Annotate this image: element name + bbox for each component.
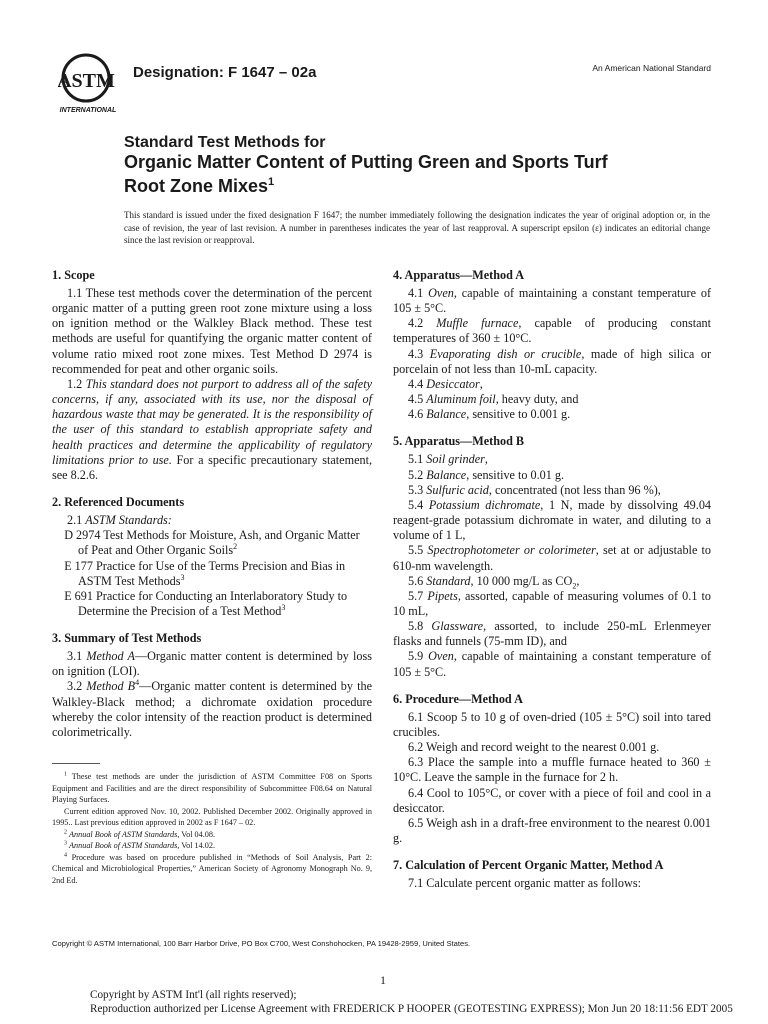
title-line-3: Root Zone Mixes$^1$ (124, 176, 275, 196)
license-stamp (90, 988, 733, 1016)
paragraph-3-2: 3.2 Method $B^4—Organic$ matter content is determined by the Walkley-Black method; a dichromate oxidation procedure whereby the color intensity of the reaction product is determined colorimetrically. (52, 678, 372, 739)
list-item: 6.4 Cool to 105°C, or cover with a piece of foil and cool in a desiccator. (393, 785, 711, 815)
list-item: 5.5 Spectrophotometer or colorimeter, set at or adjustable to 610-nm wavelength. (393, 543, 711, 573)
section-heading-calculation: 7. Calculation of Percent Organic Matter, Method A (393, 858, 664, 873)
reference-item: E 177 Practice for Use of the Terms Precision and Bias in ASTM Test Methods$^3$ (64, 558, 346, 588)
page-number: 1 (380, 973, 386, 987)
paragraph-7-1: 7.1 Calculate percent organic matter as follows: (408, 876, 641, 891)
paragraph-2-1: 2.1 ASTM Standards: (67, 513, 172, 528)
right-column (393, 268, 711, 891)
astm-logo (58, 52, 122, 114)
list-item: 5.3 Sulfuric acid, concentrated (not less than 96 %), (408, 482, 661, 497)
title-footnote-ref: 1 (268, 176, 275, 188)
title-line-2: Organic Matter Content of Putting Green and Sports Turf (124, 152, 608, 172)
list-item: 5.4 Potassium dichromate, 1 N, made by dissolving 49.04 reagent-grade potassium dichromate in water, and diluting to a volume of 1 L, (393, 497, 712, 543)
reference-item: E 691 Practice for Conducting an Interlaboratory Study to Determine the Precision of a Test Method$^3$ (64, 588, 348, 618)
footnotes (52, 771, 372, 886)
list-item: 4.4 Desiccator, (408, 376, 483, 391)
paragraph-1-2: 1.2 This standard does not purport to address all of the safety concerns, if any, associated with its use, nor the disposal of hazardous waste that may be generated. It is the responsibility of the user of this standard to establish appropriate safety and health practices and determine the applicability of regulatory limitations prior to use. For a specific precautionary statement, see 8.2.6. (52, 376, 373, 482)
stamp-line-1: Copyright by ASTM Int'l (all rights reserved); (90, 989, 297, 1001)
list-item: 4.1 Oven, capable of maintaining a constant temperature of 105 ± 5°C. (393, 286, 712, 316)
copyright-line: Copyright © ASTM International, 100 Barr Harbor Drive, PO Box C700, West Conshohocken, PA 19428-2959, United States. (52, 939, 471, 948)
svg-text:INTERNATIONAL: INTERNATIONAL (59, 107, 117, 114)
list-item: 6.1 Scoop 5 to 10 g of oven-dried (105 ± 5°C) soil into tared crucibles. (393, 709, 711, 739)
list-item: 4.6 Balance, sensitive to 0.001 g. (408, 407, 571, 422)
list-item: 4.3 Evaporating dish or crucible, made of high silica or porcelain of not less than 10-mL capacity. (393, 346, 712, 376)
section-heading-summary: 3. Summary of Test Methods (52, 631, 202, 646)
reference-item: D 2974 Test Methods for Moisture, Ash, and Organic Matter of Peat and Other Organic Soils$^2$ (64, 528, 360, 558)
footnote: Current edition approved Nov. 10, 2002. Published December 2002. Originally approved in 1995.. Last previous edition approved in 2002 as F 1647 – 02. (52, 806, 372, 827)
footnote: $^4$ Procedure was based on procedure published in “Methods of Soil Analysis, Part 2: Chemical and Microbiological Properties,” American Society of Agronomy Monograph No. 9, 2nd Ed. (52, 851, 373, 885)
issuance-note: This standard is issued under the fixed designation F 1647; the number immediately following the designation indicates the year of original adoption or, in the case of revision, the year of last revision. A number in parentheses indicates the year of last reapproval. A superscript epsilon (ε) indicates an editorial change since the last revision or reapproval. (124, 210, 710, 245)
section-heading-scope: 1. Scope (52, 268, 95, 282)
list-item: 4.5 Aluminum foil, heavy duty, and (408, 392, 579, 407)
footnote: $^3$ Annual Book of ASTM Standards, Vol 14.02. (64, 840, 215, 850)
section-heading-procedure-a: 6. Procedure—Method A (393, 691, 523, 706)
list-item: 5.2 Balance, sensitive to 0.01 g. (408, 467, 565, 482)
list-item: 5.7 Pipets, assorted, capable of measuring volumes of 0.1 to 10 mL, (393, 588, 712, 618)
section-heading-apparatus-b: 5. Apparatus—Method B (393, 434, 525, 449)
list-item: 5.1 Soil grinder, (408, 452, 488, 467)
list-item: 5.8 Glassware, assorted, to include 250-mL Erlenmeyer flasks and funnels (75-mm ID), and (393, 619, 711, 649)
svg-text:ASTM: ASTM (58, 70, 115, 92)
footnote-divider (52, 763, 100, 764)
left-column (52, 268, 372, 740)
footnote: $^2$ Annual Book of ASTM Standards, Vol 04.08. (64, 828, 215, 839)
list-item: 6.2 Weigh and record weight to the nearest 0.001 g. (408, 740, 660, 755)
document-title (124, 134, 684, 196)
section-heading-apparatus-a: 4. Apparatus—Method A (393, 268, 525, 282)
national-standard-label: An American National Standard (592, 63, 711, 73)
paragraph-1-1: 1.1 These test methods cover the determination of the percent organic matter of a putting green root zone mixture using a loss on ignition method or the Walkley Black method. These test methods are useful for quantifying the organic matter content of volume ratio mixed root zone mixes. Test Method D 2974 is recommended for peat and other organic soils. (52, 286, 372, 376)
list-item: 5.9 Oven, capable of maintaining a constant temperature of 105 ± 5°C. (393, 649, 712, 679)
stamp-line-2: Reproduction authorized per License Agreement with FREDERICK P HOOPER (GEOTESTING EXPRESS); Mon Jun 20 18:11:56 EDT 2005 (90, 1003, 733, 1015)
section-heading-referenced: 2. Referenced Documents (52, 495, 185, 510)
designation: Designation: F 1647 – 02a (133, 64, 317, 81)
paragraph-3-1: 3.1 Method A—Organic matter content is determined by loss on ignition (LOI). (52, 649, 372, 679)
list-item: 5.6 Standard, 10 000 mg/L as $CO_2$, (408, 573, 580, 591)
footnote: $^1$ These test methods are under the jurisdiction of ASTM Committee F08 on Sports Equipment and Facilities and are the direct responsibility of Subcommittee F08.64 on Natural Playing Surfaces. (52, 771, 372, 804)
list-item: 6.3 Place the sample into a muffle furnace heated to 360 ± 10°C. Leave the sample in the furnace for 2 h. (393, 755, 711, 785)
title-line-1: Standard Test Methods for (124, 134, 326, 151)
list-item: 6.5 Weigh ash in a draft-free environment to the nearest 0.001 g. (393, 815, 711, 845)
list-item: 4.2 Muffle furnace, capable of producing constant temperatures of 360 ± 10°C. (393, 316, 711, 346)
